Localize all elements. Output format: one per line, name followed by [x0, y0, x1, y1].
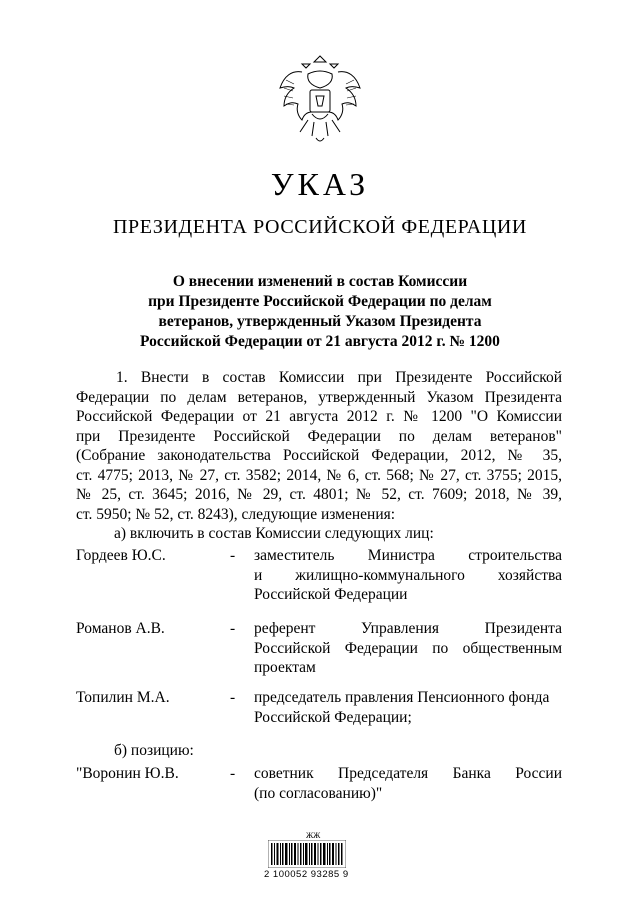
paragraph-line: Федерации по делам ветеранов, утвержденный Указом Президента	[76, 388, 562, 406]
paragraph-line: ст. 4775; 2013, № 27, ст. 3582; 2014, № 6, ст. 568; № 27, ст. 3755; 2015,	[76, 466, 562, 484]
paragraph-line: Российской Федерации от 21 августа 2012 г. № 1200 "О Комиссии	[76, 408, 562, 425]
member-dash: -	[230, 620, 236, 637]
position-name: "Воронин Ю.В.	[76, 765, 179, 782]
paragraph-line: ст. 5950; № 52, ст. 8243), следующие изменения:	[76, 505, 396, 523]
member-dash: -	[230, 547, 236, 564]
member-position-line: Российской Федерации	[254, 586, 408, 603]
decree-subject	[120, 272, 520, 352]
subject-line: при Президенте Российской Федерации по делам	[148, 293, 492, 310]
member-name: Топилин М.А.	[76, 689, 170, 706]
member-dash: -	[230, 689, 236, 706]
item-b-label: б) позицию:	[114, 742, 194, 759]
member-position-line: Российской Федерации;	[254, 708, 412, 726]
document-subtitle: ПРЕЗИДЕНТА РОССИЙСКОЙ ФЕДЕРАЦИИ	[113, 216, 527, 238]
paragraph-line: при Президенте Российской Федерации по делам ветеранов"	[76, 427, 562, 445]
subject-line: О внесении изменений в состав Комиссии	[172, 273, 468, 290]
member-position-line: и жилищно-коммунального хозяйства	[254, 566, 562, 584]
position-title-line: советник Председателя Банка России	[254, 765, 562, 782]
subject-line: ветеранов, утвержденный Указом Президента	[158, 313, 482, 330]
member-position-line: председатель правления Пенсионного фонда	[254, 689, 550, 706]
paragraph-line: (Собрание законодательства Российской Федерации, 2012, № 35,	[76, 447, 562, 464]
item-a: а) включить в состав Комиссии следующих лиц:	[114, 525, 434, 542]
position-dash: -	[230, 765, 236, 782]
member-position-line: проектам	[254, 659, 316, 676]
member-name: Романов А.В.	[76, 620, 165, 637]
barcode-icon	[268, 840, 346, 868]
member-position	[254, 688, 562, 727]
item-b	[114, 741, 600, 761]
subject-line: Российской Федерации от 21 августа 2012 г. № 1200	[140, 333, 500, 350]
member-name: Гордеев Ю.С.	[76, 547, 166, 564]
member-position	[254, 619, 562, 678]
member-position-line: Российской Федерации по общественным	[254, 639, 562, 657]
member-position	[254, 546, 562, 605]
member-position-line: референт Управления Президента	[254, 620, 562, 637]
barcode-number: 2 100052 93285 9	[264, 869, 349, 880]
document-title: УКАЗ	[270, 166, 370, 202]
decree-body	[76, 368, 562, 544]
paragraph-line: № 25, ст. 3645; 2016, № 29, ст. 4801; № 52, ст. 7609; 2018, № 39,	[76, 486, 562, 503]
barcode-mark: ЖЖ	[306, 831, 321, 840]
position-title-line: (по согласованию)"	[254, 784, 383, 802]
member-position-line: заместитель Министра строительства	[254, 547, 562, 564]
coat-of-arms-icon	[272, 50, 368, 150]
position-title	[254, 764, 562, 803]
paragraph-line: 1. Внести в состав Комиссии при Президенте Российской	[116, 369, 562, 386]
